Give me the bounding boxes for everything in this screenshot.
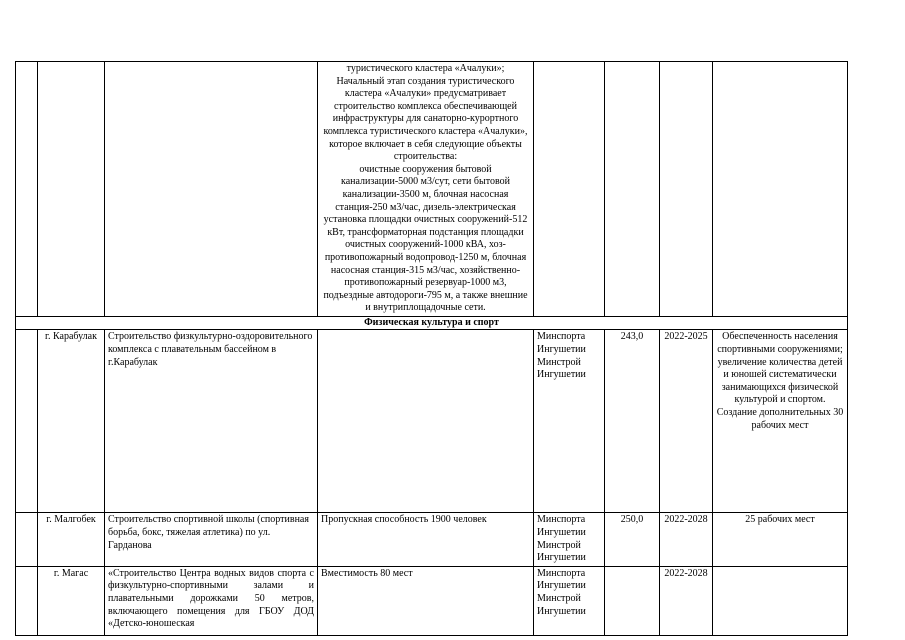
effect-cell: Обеспеченность населения спортивными сооружениями; увеличение количества детей и юношей систематически занимающихся физической культурой и спортом. Создание дополнительных 30 рабочих мест [713,330,848,513]
table-row [16,62,848,317]
table-cell [713,62,848,317]
effect-cell [713,566,848,635]
table-row [16,566,848,635]
table-cell [16,62,38,317]
cost-cell: 243,0 [605,330,660,513]
table-cell [605,62,660,317]
cost-cell [605,566,660,635]
project-name-cell: Строительство физкультурно-оздоровительного комплекса с плавательным бассейном в г.Карабулак [105,330,318,513]
investment-projects-table [15,61,848,636]
period-cell: 2022-2028 [660,566,713,635]
period-cell: 2022-2025 [660,330,713,513]
capacity-cell [318,330,534,513]
table-cell [660,62,713,317]
table-cell [534,62,605,317]
table-row [16,513,848,566]
section-header-row [16,316,848,330]
effect-cell: 25 рабочих мест [713,513,848,566]
table-cell [105,62,318,317]
period-cell: 2022-2028 [660,513,713,566]
agencies-cell: Минспорта Ингушетии Минстрой Ингушетии [534,330,605,513]
capacity-cell: Вместимость 80 мест [318,566,534,635]
project-description: туристического кластера «Ачалуки»; Начальный этап создания туристического кластера «Ачалуки» предусматривает строительство комплекса обеспечивающей инфраструктуры для санаторно-курортного комплекса туристического кластера «Ачалуки», которое включает в себя следующие объекты строительства: очистные сооружения бытовой канализации-5000 м3/сут, сети бытовой канализации-3500 м, блочная насосная станция-250 м3/час, дизель-электрическая установка площадки очистных сооружений-512 кВт, трансформаторная подстанция площадки очистных сооружений-1000 кВА, хоз-противопожарный водопровод-1250 м, блочная насосная станция-315 м3/час, хозяйственно-противопожарный резервуар-1000 м3, подъездные автодороги-795 м, а также внешние и внутриплощадочные сети. [323,63,528,314]
location-cell: г. Малгобек [38,513,105,566]
cost-cell: 250,0 [605,513,660,566]
table-cell [38,62,105,317]
location-cell: г. Карабулак [38,330,105,513]
agencies-cell: Минспорта Ингушетии Минстрой Ингушетии [534,513,605,566]
project-name-cell: Строительство спортивной школы (спортивная борьба, бокс, тяжелая атлетика) по ул. Гарданова [105,513,318,566]
table-cell [16,513,38,566]
capacity-cell: Пропускная способность 1900 человек [318,513,534,566]
agencies-cell: Минспорта Ингушетии Минстрой Ингушетии [534,566,605,635]
table-cell [16,330,38,513]
location-cell: г. Магас [38,566,105,635]
table-row [16,330,848,513]
project-name-cell: «Строительство Центра водных видов спорта с физкультурно-спортивными залами и плавательными дорожками 50 метров, включающего помещения для ГБОУ ДОД «Детско-юношеская [105,566,318,635]
section-title: Физическая культура и спорт [16,316,848,330]
project-description-cell [318,62,534,317]
table-cell [16,566,38,635]
